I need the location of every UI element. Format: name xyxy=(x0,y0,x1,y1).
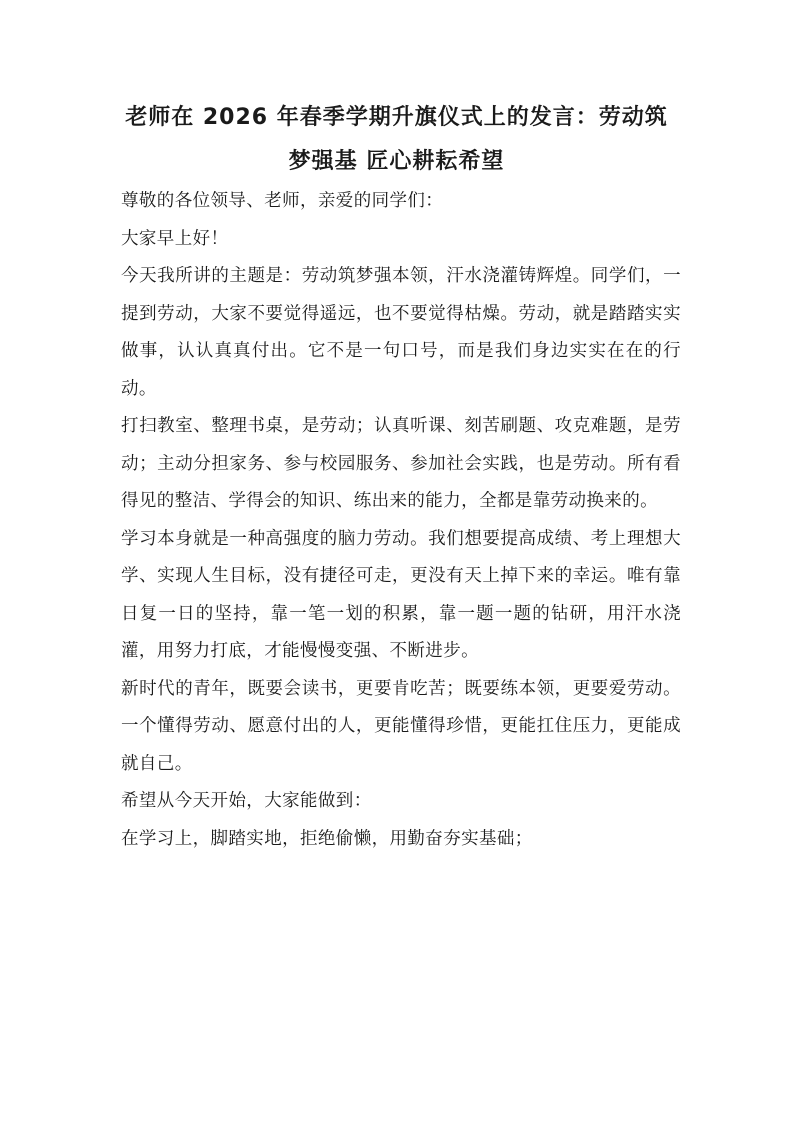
paragraph-theme: 今天我所讲的主题是：劳动筑梦强本领，汗水浇灌铸辉煌。同学们，一提到劳动，大家不要觉得遥远，也不要觉得枯燥。劳动，就是踏踏实实做事，认认真真付出。它不是一句口号，而是我们身边实实在在的行动。 xyxy=(121,266,681,399)
paragraph-greeting: 大家早上好！ xyxy=(121,228,229,249)
speech-body xyxy=(121,183,681,858)
paragraph-hope: 希望从今天开始，大家能做到： xyxy=(121,791,372,811)
paragraph-examples: 打扫教室、整理书桌，是劳动；认真听课、刻苦刷题、攻克难题，是劳动；主动分担家务、参与校园服务、参加社会实践，也是劳动。所有看得见的整洁、学得会的知识、练出来的能力，全都是靠劳动换来的。 xyxy=(121,416,681,511)
paragraph-study: 学习本身就是一种高强度的脑力劳动。我们想要提高成绩、考上理想大学、实现人生目标，没有捷径可走，更没有天上掉下来的幸运。唯有靠日复一日的坚持，靠一笔一划的积累，靠一题一题的钻研，用汗水浇灌，用努力打底，才能慢慢变强、不断进步。 xyxy=(121,528,681,661)
document-title xyxy=(100,96,693,184)
title-line-2: 梦强基 匠心耕耘希望 xyxy=(288,149,505,174)
paragraph-youth: 新时代的青年，既要会读书，更要肯吃苦；既要练本领，更要爱劳动。一个懂得劳动、愿意付出的人，更能懂得珍惜，更能扛住压力，更能成就自己。 xyxy=(121,678,681,774)
paragraph-salutation: 尊敬的各位领导、老师，亲爱的同学们： xyxy=(121,191,444,211)
paragraph-study-goal: 在学习上，脚踏实地，拒绝偷懒，用勤奋夯实基础； xyxy=(121,828,533,849)
title-line-1: 老师在 2026 年春季学期升旗仪式上的发言：劳动筑 xyxy=(125,105,668,130)
